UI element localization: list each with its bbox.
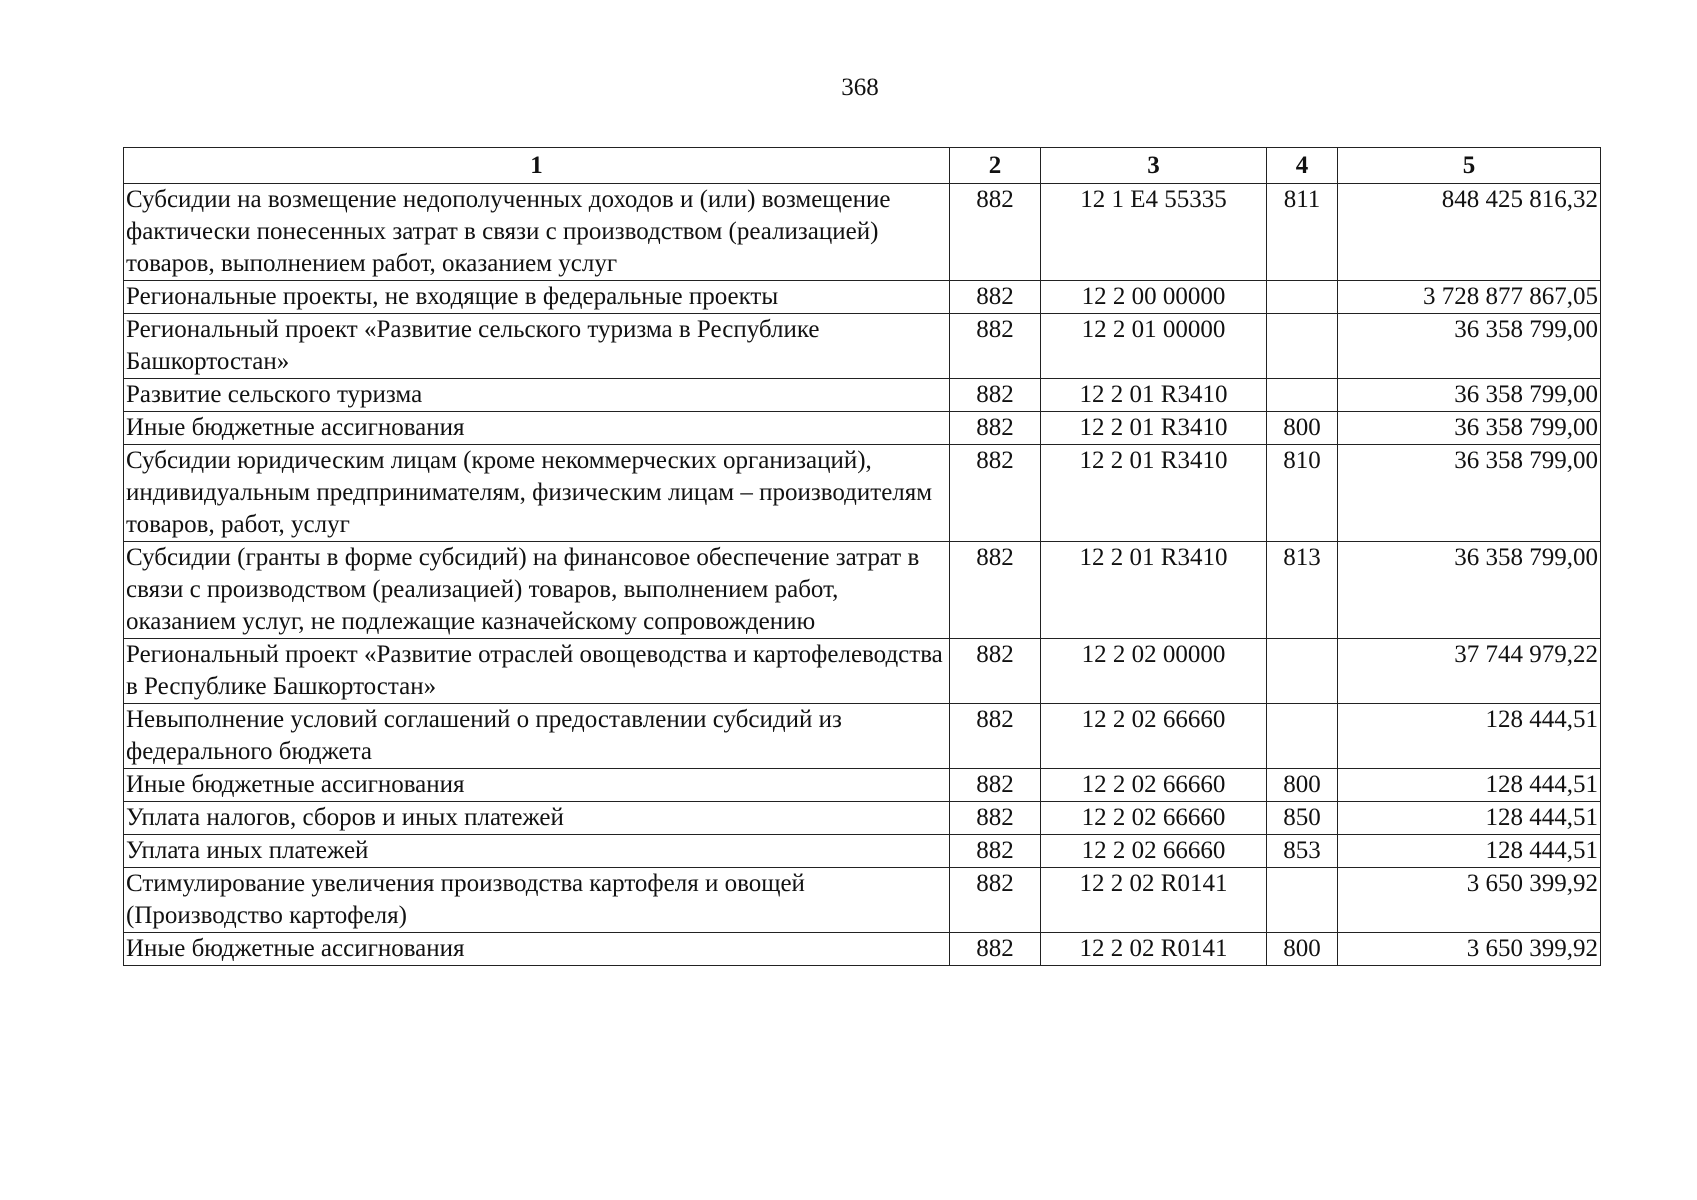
amount: 36 358 799,00 — [1338, 412, 1601, 445]
amount: 3 728 877 867,05 — [1338, 281, 1601, 314]
amount: 128 444,51 — [1338, 704, 1601, 769]
column-header-5: 5 — [1338, 148, 1601, 184]
table-row — [124, 542, 1601, 639]
expense-type-code — [1267, 314, 1338, 379]
table-row — [124, 704, 1601, 769]
table-row — [124, 412, 1601, 445]
amount: 36 358 799,00 — [1338, 314, 1601, 379]
target-article-code: 12 2 01 R3410 — [1041, 379, 1267, 412]
ministry-code: 882 — [950, 639, 1041, 704]
target-article-code: 12 2 01 00000 — [1041, 314, 1267, 379]
expense-type-code: 811 — [1267, 184, 1338, 281]
expense-type-code: 800 — [1267, 412, 1338, 445]
page-number: 368 — [841, 74, 879, 101]
item-name: Региональный проект «Развитие отраслей овощеводства и картофелеводства в Республике Башкортостан» — [124, 639, 950, 704]
ministry-code: 882 — [950, 445, 1041, 542]
amount: 128 444,51 — [1338, 835, 1601, 868]
ministry-code: 882 — [950, 933, 1041, 966]
target-article-code: 12 2 02 66660 — [1041, 802, 1267, 835]
target-article-code: 12 2 02 66660 — [1041, 769, 1267, 802]
target-article-code: 12 2 01 R3410 — [1041, 542, 1267, 639]
item-name: Невыполнение условий соглашений о предоставлении субсидий из федерального бюджета — [124, 704, 950, 769]
column-header-3: 3 — [1041, 148, 1267, 184]
table-row — [124, 184, 1601, 281]
amount: 36 358 799,00 — [1338, 445, 1601, 542]
item-name: Иные бюджетные ассигнования — [124, 412, 950, 445]
table-row — [124, 868, 1601, 933]
target-article-code: 12 2 02 R0141 — [1041, 868, 1267, 933]
expense-type-code: 800 — [1267, 933, 1338, 966]
item-name: Субсидии юридическим лицам (кроме некоммерческих организаций), индивидуальным предпринимателям, физическим лицам – производителям товаров, работ, услуг — [124, 445, 950, 542]
amount: 128 444,51 — [1338, 769, 1601, 802]
ministry-code: 882 — [950, 769, 1041, 802]
column-header-2: 2 — [950, 148, 1041, 184]
item-name: Субсидии (гранты в форме субсидий) на финансовое обеспечение затрат в связи с производством (реализацией) товаров, выполнением работ, оказанием услуг, не подлежащие казначейскому сопровождению — [124, 542, 950, 639]
item-name: Стимулирование увеличения производства картофеля и овощей (Производство картофеля) — [124, 868, 950, 933]
table-row — [124, 639, 1601, 704]
target-article-code: 12 2 01 R3410 — [1041, 445, 1267, 542]
item-name: Региональный проект «Развитие сельского туризма в Республике Башкортостан» — [124, 314, 950, 379]
table-header-row — [124, 148, 1601, 184]
expense-type-code: 853 — [1267, 835, 1338, 868]
ministry-code: 882 — [950, 281, 1041, 314]
expense-type-code — [1267, 379, 1338, 412]
table-row — [124, 802, 1601, 835]
expense-type-code: 813 — [1267, 542, 1338, 639]
expense-type-code: 850 — [1267, 802, 1338, 835]
expense-type-code — [1267, 704, 1338, 769]
amount: 36 358 799,00 — [1338, 542, 1601, 639]
ministry-code: 882 — [950, 704, 1041, 769]
ministry-code: 882 — [950, 835, 1041, 868]
item-name: Региональные проекты, не входящие в федеральные проекты — [124, 281, 950, 314]
ministry-code: 882 — [950, 314, 1041, 379]
expense-type-code — [1267, 868, 1338, 933]
ministry-code: 882 — [950, 542, 1041, 639]
table-row — [124, 769, 1601, 802]
budget-table — [123, 147, 1601, 966]
expense-type-code: 800 — [1267, 769, 1338, 802]
table-row — [124, 281, 1601, 314]
ministry-code: 882 — [950, 802, 1041, 835]
target-article-code: 12 2 02 00000 — [1041, 639, 1267, 704]
item-name: Развитие сельского туризма — [124, 379, 950, 412]
target-article-code: 12 2 02 66660 — [1041, 835, 1267, 868]
target-article-code: 12 2 01 R3410 — [1041, 412, 1267, 445]
column-header-1: 1 — [124, 148, 950, 184]
amount: 3 650 399,92 — [1338, 933, 1601, 966]
amount: 3 650 399,92 — [1338, 868, 1601, 933]
target-article-code: 12 2 02 66660 — [1041, 704, 1267, 769]
ministry-code: 882 — [950, 379, 1041, 412]
amount: 848 425 816,32 — [1338, 184, 1601, 281]
ministry-code: 882 — [950, 184, 1041, 281]
amount: 128 444,51 — [1338, 802, 1601, 835]
table-row — [124, 933, 1601, 966]
table-row — [124, 445, 1601, 542]
item-name: Иные бюджетные ассигнования — [124, 933, 950, 966]
amount: 36 358 799,00 — [1338, 379, 1601, 412]
table-row — [124, 379, 1601, 412]
amount: 37 744 979,22 — [1338, 639, 1601, 704]
target-article-code: 12 2 02 R0141 — [1041, 933, 1267, 966]
item-name: Уплата налогов, сборов и иных платежей — [124, 802, 950, 835]
table-row — [124, 314, 1601, 379]
item-name: Уплата иных платежей — [124, 835, 950, 868]
ministry-code: 882 — [950, 412, 1041, 445]
ministry-code: 882 — [950, 868, 1041, 933]
item-name: Субсидии на возмещение недополученных доходов и (или) возмещение фактически понесенных затрат в связи с производством (реализацией) товаров, выполнением работ, оказанием услуг — [124, 184, 950, 281]
expense-type-code — [1267, 639, 1338, 704]
target-article-code: 12 2 00 00000 — [1041, 281, 1267, 314]
item-name: Иные бюджетные ассигнования — [124, 769, 950, 802]
table-row — [124, 835, 1601, 868]
column-header-4: 4 — [1267, 148, 1338, 184]
expense-type-code — [1267, 281, 1338, 314]
expense-type-code: 810 — [1267, 445, 1338, 542]
target-article-code: 12 1 Е4 55335 — [1041, 184, 1267, 281]
